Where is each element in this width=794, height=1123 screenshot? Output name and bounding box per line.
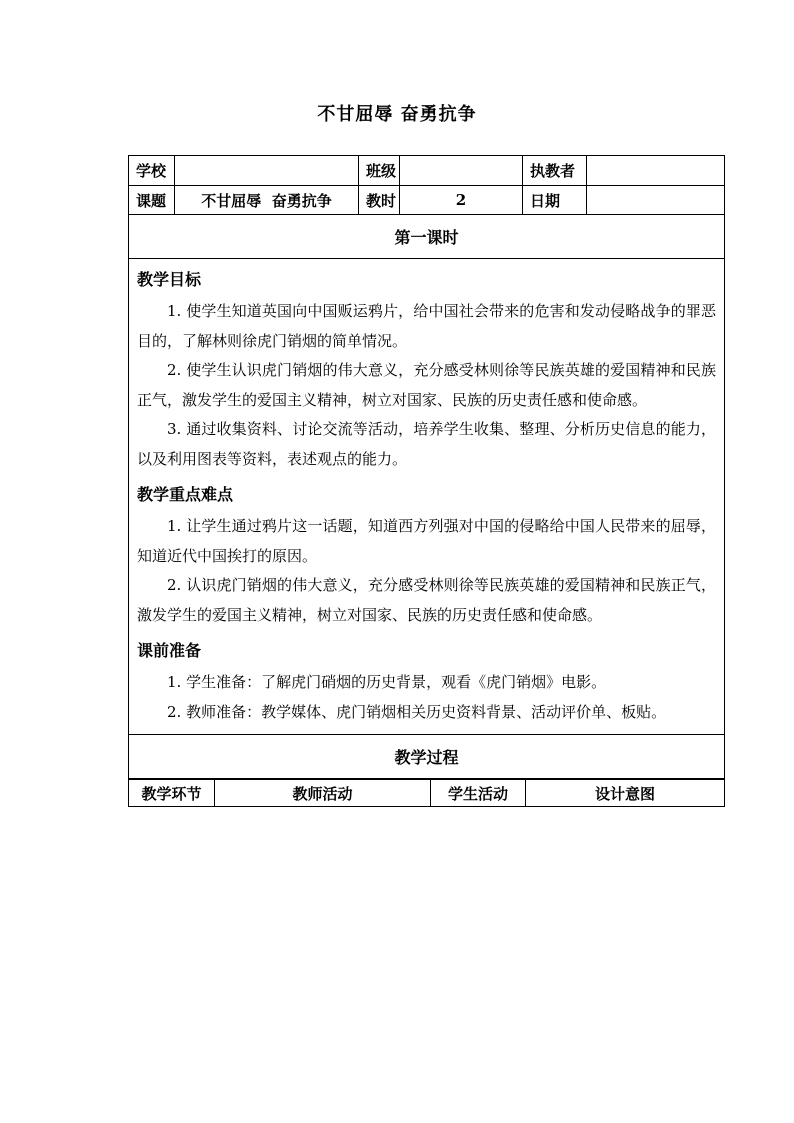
key-points-title: 教学重点难点 — [137, 485, 234, 504]
lesson-heading-row — [129, 215, 725, 259]
preparation-title: 课前准备 — [137, 641, 202, 660]
school-value — [175, 156, 359, 186]
class-value — [400, 156, 523, 186]
key-point-item: 2. 认识虎门销烟的伟大意义，充分感受林则徐等民族英雄的爱国精神和民族正气，激发学生的爱国主义精神，树立对国家、民族的历史责任感和使命感。 — [137, 576, 716, 624]
process-heading: 教学过程 — [129, 735, 725, 779]
class-label: 班级 — [359, 156, 400, 186]
process-columns-table — [128, 779, 725, 807]
period-value: 2 — [400, 186, 523, 215]
goals-title: 教学目标 — [137, 270, 202, 289]
key-point-item: 1. 让学生通过鸦片这一话题，知道西方列强对中国的侵略给中国人民带来的屈辱，知道近代中国挨打的原因。 — [137, 517, 716, 565]
process-column-teacher: 教师活动 — [215, 780, 431, 807]
date-label: 日期 — [523, 186, 587, 215]
goal-item: 2. 使学生认识虎门销烟的伟大意义，充分感受林则徐等民族英雄的爱国精神和民族正气，激发学生的爱国主义精神，树立对国家、民族的历史责任感和使命感。 — [137, 361, 716, 409]
period-label: 教时 — [359, 186, 400, 215]
content-row — [129, 259, 725, 735]
lesson-heading: 第一课时 — [129, 215, 725, 259]
teacher-value — [587, 156, 725, 186]
process-column-student: 学生活动 — [431, 780, 526, 807]
lesson-content — [129, 259, 725, 735]
date-value — [587, 186, 725, 215]
topic-value: 不甘屈辱 奋勇抗争 — [175, 186, 359, 215]
teacher-label: 执教者 — [523, 156, 587, 186]
key-points-list — [137, 512, 716, 630]
info-row-topic — [129, 186, 725, 215]
process-heading-row — [129, 735, 725, 779]
process-column-stage: 教学环节 — [129, 780, 215, 807]
topic-label: 课题 — [129, 186, 175, 215]
lesson-plan-table — [128, 155, 725, 779]
process-column-intent: 设计意图 — [526, 780, 725, 807]
goal-item: 3. 通过收集资料、讨论交流等活动，培养学生收集、整理、分析历史信息的能力，以及利用图表等资料，表述观点的能力。 — [137, 420, 716, 468]
goal-item: 1. 使学生知道英国向中国贩运鸦片，给中国社会带来的危害和发动侵略战争的罪恶目的，了解林则徐虎门销烟的简单情况。 — [137, 302, 716, 350]
goals-list — [137, 297, 716, 474]
preparation-list — [137, 668, 716, 727]
info-row-school — [129, 156, 725, 186]
preparation-item: 2. 教师准备：教学媒体、虎门销烟相关历史资料背景、活动评价单、板贴。 — [167, 702, 667, 721]
document-title: 不甘屈辱 奋勇抗争 — [317, 104, 477, 125]
process-columns-row — [129, 780, 725, 807]
school-label: 学校 — [129, 156, 175, 186]
preparation-item: 1. 学生准备：了解虎门硝烟的历史背景，观看《虎门销烟》电影。 — [167, 673, 607, 691]
